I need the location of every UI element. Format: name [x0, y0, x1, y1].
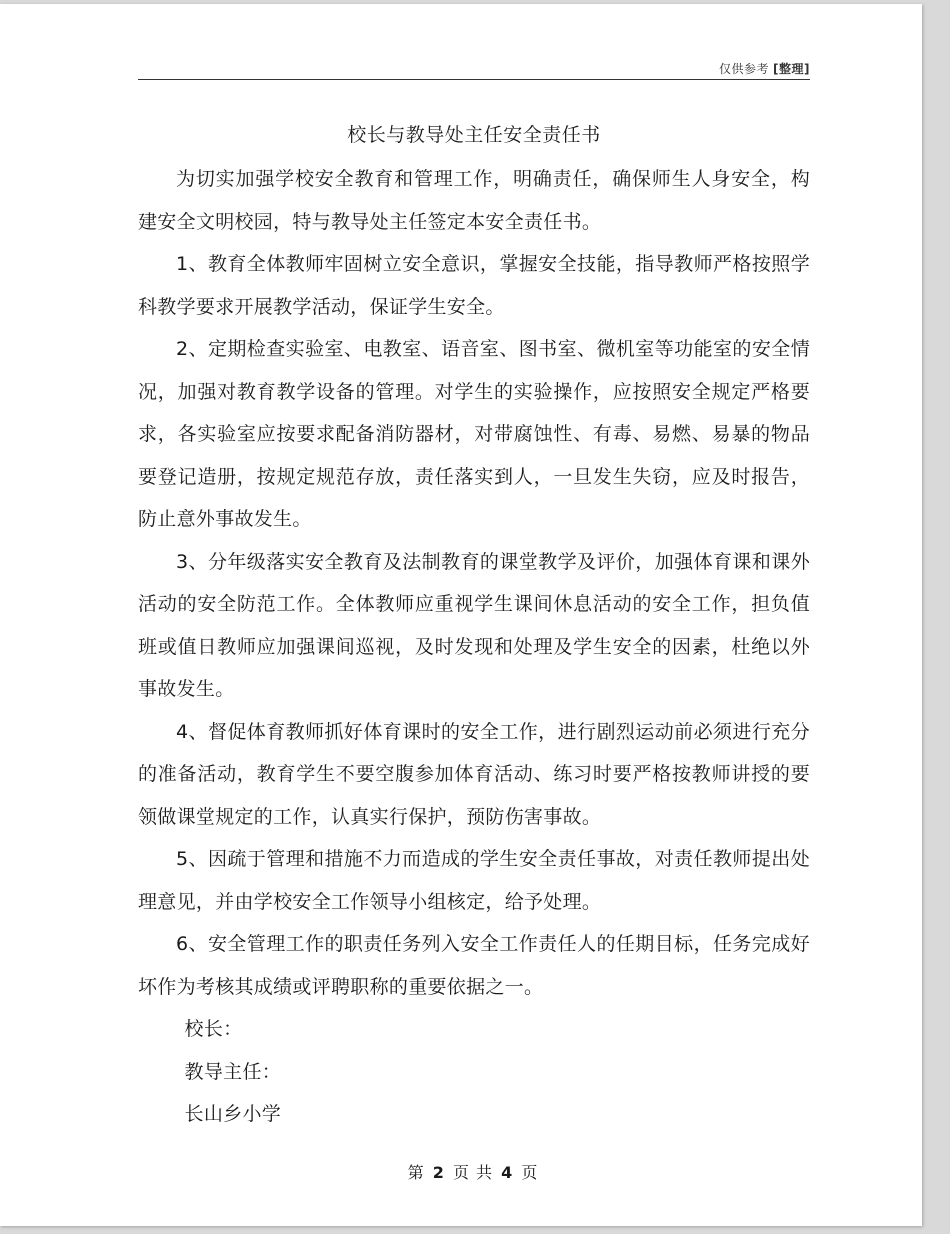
total-pages-number: 4	[501, 1163, 514, 1182]
page-header	[719, 60, 810, 77]
header-divider	[138, 79, 810, 80]
dean-signature: 教导主任：	[184, 1060, 282, 1083]
clause-4: 4、督促体育教师抓好体育课时的安全工作，进行剧烈运动前必须进行充分的准备活动，教育学生不要空腹参加体育活动、练习时要严格按教师讲授的要领做课堂规定的工作，认真实行保护，预防伤害事故。	[138, 720, 810, 828]
header-tag: [整理]	[773, 62, 810, 76]
document-body	[138, 158, 810, 1136]
intro-paragraph: 为切实加强学校安全教育和管理工作，明确责任，确保师生人身安全，构建安全文明校园，特与教导处主任签定本安全责任书。	[138, 168, 810, 233]
clause-6: 6、安全管理工作的职责任务列入安全工作责任人的任期目标，任务完成好坏作为考核其成绩或评聘职称的重要依据之一。	[138, 933, 810, 998]
document-title: 校长与教导处主任安全责任书	[347, 124, 601, 146]
footer-middle: 页 共	[452, 1163, 494, 1182]
footer-prefix: 第	[407, 1163, 425, 1182]
footer-suffix: 页	[521, 1163, 539, 1182]
principal-signature: 校长：	[184, 1018, 243, 1040]
clause-1: 1、教育全体教师牢固树立安全意识，掌握安全技能，指导教师严格按照学科教学要求开展教学活动，保证学生安全。	[138, 253, 810, 318]
current-page-number: 2	[432, 1163, 445, 1182]
page-footer	[0, 1160, 946, 1183]
clause-2: 2、定期检查实验室、电教室、语音室、图书室、微机室等功能室的安全情况，加强对教育教学设备的管理。对学生的实验操作，应按照安全规定严格要求，各实验室应按要求配备消防器材，对带腐蚀性、有毒、易燃、易暴的物品要登记造册，按规定规范存放，责任落实到人，一旦发生失窃，应及时报告，防止意外事故发生。	[138, 338, 810, 530]
clause-5: 5、因疏于管理和措施不力而造成的学生安全责任事故，对责任教师提出处理意见，并由学校安全工作领导小组核定，给予处理。	[138, 848, 810, 913]
school-name: 长山乡小学	[184, 1103, 282, 1125]
clause-3: 3、分年级落实安全教育及法制教育的课堂教学及评价，加强体育课和课外活动的安全防范工作。全体教师应重视学生课间休息活动的安全工作，担负值班或值日教师应加强课间巡视，及时发现和处理及学生安全的因素，杜绝以外事故发生。	[138, 550, 810, 700]
header-label: 仅供参考	[719, 62, 770, 76]
document-page	[0, 4, 922, 1226]
